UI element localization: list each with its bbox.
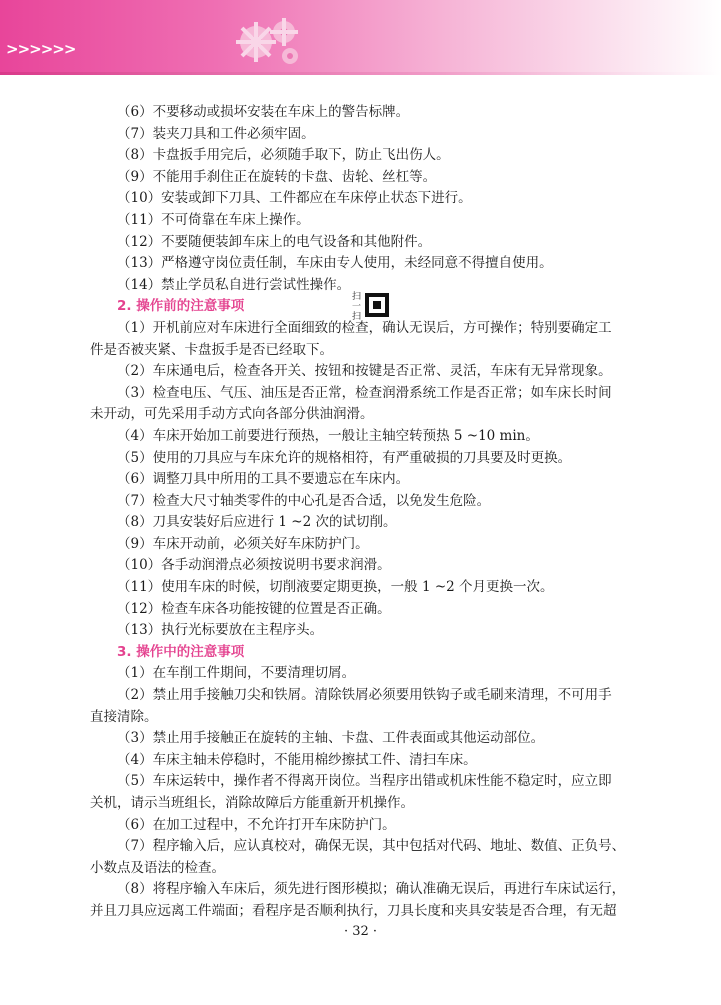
list-item: （1）开机前应对车床进行全面细致的检查，确认无误后，方可操作；特别要确定工 — [117, 319, 612, 336]
list-item-continuation: 小数点及语法的检查。 — [90, 859, 225, 876]
header-divider — [0, 72, 721, 75]
list-item: （9）不能用手刹住正在旋转的卡盘、齿轮、丝杠等。 — [117, 168, 437, 185]
list-item: （5）使用的刀具应与车床允许的规格相符，有严重破损的刀具要及时更换。 — [117, 449, 572, 466]
section3-list — [90, 663, 630, 922]
list-item: （3）检查电压、气压、油压是否正常，检查润滑系统工作是否正常；如车床长时间 — [117, 384, 612, 401]
list-item-continuation: 直接清除。 — [90, 708, 158, 725]
list-item: （8）将程序输入车床后，须先进行图形模拟；确认准确无误后，再进行车床试运行， — [117, 881, 626, 898]
gears-icon — [226, 10, 316, 70]
list-item: （6）调整刀具中所用的工具不要遗忘在车床内。 — [117, 471, 410, 488]
list-item: （11）使用车床的时候，切削液要定期更换，一般 1 ~2 个月更换一次。 — [117, 579, 554, 596]
section1-list — [90, 102, 630, 296]
list-item: （5）车床运转中，操作者不得离开岗位。当程序出错或机床性能不稳定时，应立即 — [117, 773, 612, 790]
list-item: （10）各手动润滑点必须按说明书要求润滑。 — [117, 557, 391, 574]
list-item: （12）不要随便装卸车床上的电气设备和其他附件。 — [117, 233, 432, 250]
section-heading-before-operation — [90, 292, 630, 323]
page-content — [90, 102, 630, 923]
section-title: 3. 操作中的注意事项 — [117, 643, 245, 660]
list-item-continuation: 关机，请示当班组长，消除故障后方能重新开机操作。 — [90, 795, 414, 811]
list-item: （8）刀具安装好后应进行 1 ~2 次的试切削。 — [117, 514, 397, 531]
list-item: （13）严格遵守岗位责任制，车床由专人使用，未经同意不得擅自使用。 — [117, 255, 553, 272]
list-item: （10）安装或卸下刀具、工件都应在车床停止状态下进行。 — [117, 190, 472, 207]
list-item: （2）禁止用手接触刀尖和铁屑。清除铁屑必须要用铁钩子或毛刷来清理，不可用手 — [117, 687, 612, 704]
section-title: 2. 操作前的注意事项 — [117, 298, 245, 315]
list-item: （7）程序输入后，应认真校对，确保无误，其中包括对代码、地址、数值、正负号、 — [117, 838, 626, 855]
list-item: （3）禁止用手接触正在旋转的主轴、卡盘、工件表面或其他运动部位。 — [117, 730, 545, 747]
list-item: （11）不可倚靠在车床上操作。 — [117, 211, 310, 228]
section2-list — [90, 318, 630, 642]
list-item: （6）不要移动或损坏安装在车床上的警告标牌。 — [117, 104, 410, 120]
qr-code[interactable] — [352, 292, 396, 322]
section-heading-during-operation — [90, 642, 630, 664]
qr-label: 一 — [352, 302, 362, 313]
list-item-continuation: 并且刀具应远离工件端面；看程序是否顺利执行，刀具长度和夹具安装是否合理，有无超 — [90, 902, 617, 919]
qr-label: 扫 — [352, 292, 362, 303]
list-item: （7）检查大尺寸轴类零件的中心孔是否合适，以免发生危险。 — [117, 492, 491, 509]
qr-label: 扫 — [352, 312, 362, 323]
list-item: （8）卡盘扳手用完后，必须随手取下，防止飞出伤人。 — [117, 147, 450, 164]
list-item: （1）在车削工件期间，不要清理切屑。 — [117, 665, 356, 682]
list-item: （6）在加工过程中，不允许打开车床防护门。 — [117, 816, 396, 833]
list-item: （7）装夹刀具和工件必须牢固。 — [117, 125, 315, 142]
page-header-band — [0, 0, 721, 72]
list-item: （4）车床开始加工前要进行预热，一般让主轴空转预热 5 ~10 min。 — [117, 427, 539, 444]
chevron-right-icon: >>>>>> — [6, 40, 76, 58]
list-item: （4）车床主轴未停稳时，不能用棉纱擦拭工件、清扫车床。 — [117, 751, 477, 768]
qr-code-icon — [365, 293, 389, 317]
list-item: （12）检查车床各功能按键的位置是否正确。 — [117, 600, 391, 617]
list-item: （13）执行光标要放在主程序头。 — [117, 622, 324, 639]
list-item-continuation: 未开动，可先采用手动方式向各部分供油润滑。 — [90, 406, 374, 423]
page-number: · 32 · — [343, 924, 378, 939]
list-item-continuation: 件是否被夹紧、卡盘扳手是否已经取下。 — [90, 341, 333, 358]
list-item: （9）车床开动前，必须关好车床防护门。 — [117, 535, 369, 552]
list-item: （2）车床通电后，检查各开关、按钮和按键是否正常、灵活，车床有无异常现象。 — [117, 363, 612, 380]
list-item: （14）禁止学员私自进行尝试性操作。 — [117, 276, 351, 293]
